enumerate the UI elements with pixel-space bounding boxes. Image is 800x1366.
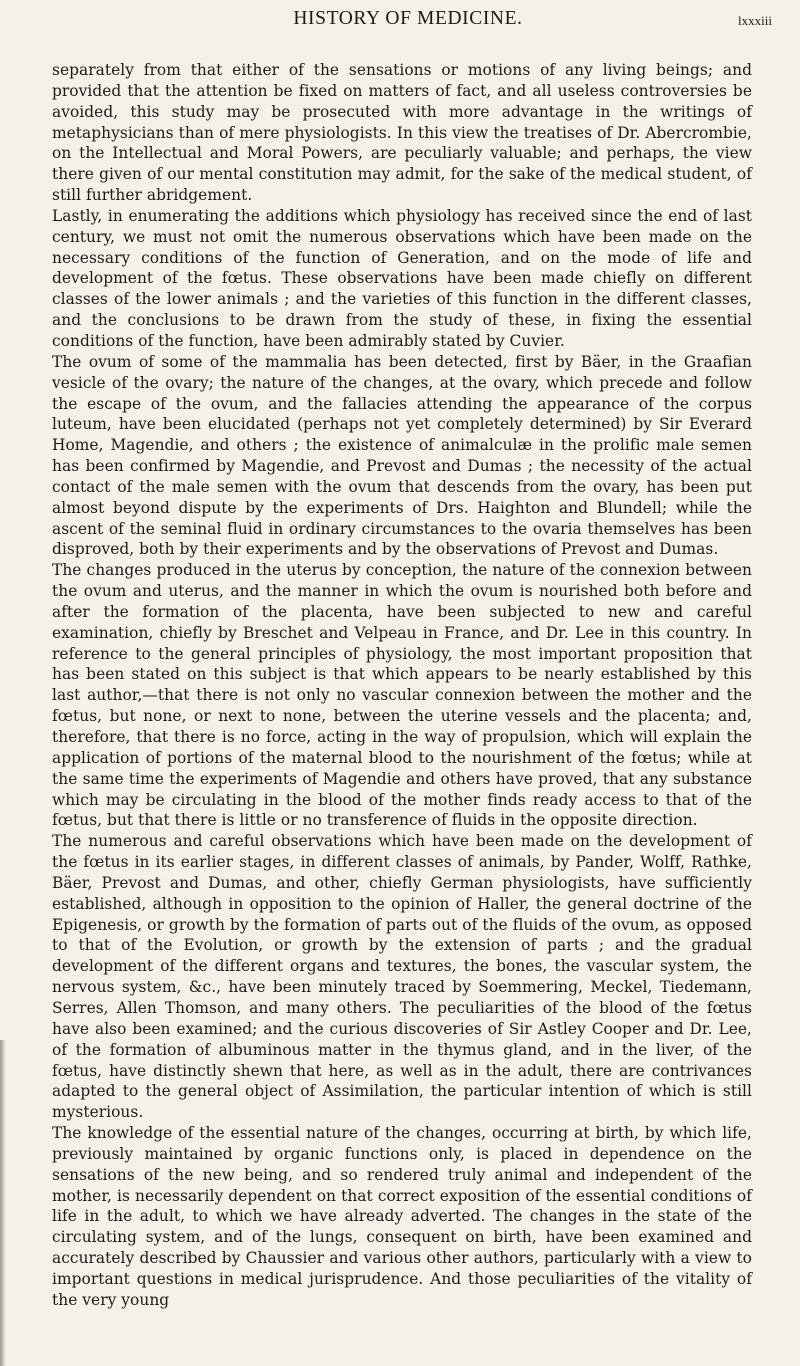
page-number: lxxxiii xyxy=(738,13,772,28)
paragraph: The changes produced in the uterus by conception, the nature of the connexion between the ovum and uterus, and the manner in which the ovum is nourished both before and after the formation of the placenta, have been subjected to new and careful examination, chiefly by Breschet and Velpeau in France, and Dr. Lee in this country. In reference to the general principles of physiology, the most important proposition that has been stated on this subject is that which appears to be nearly established by this last author,—that there is not only no vascular connexion between the mother and the fœtus, but none, or next to none, between the uterine vessels and the placenta; and, therefore, that there is no force, acting in the way of propulsion, which will explain the application of portions of the maternal blood to the nourishment of the fœtus; while at the same time the experiments of Magendie and others have proved, that any substance which may be circulating in the blood of the mother finds ready access to that of the fœtus, but that there is little or no transference of fluids in the opposite direction. xyxy=(52,561,752,830)
page-fold-shadow xyxy=(0,1040,6,1366)
paragraph: Lastly, in enumerating the additions which physiology has received since the end of last century, we must not omit the numerous observations which have been made on the necessary conditions of the function of Generation, and on the mode of life and development of the fœtus. These observations have been made chiefly on different classes of the lower animals ; and the varieties of this function in the different classes, and the conclusions to be drawn from the study of these, in fixing the essential conditions of the function, have been admirably stated by Cuvier. xyxy=(52,206,752,350)
body-text xyxy=(52,60,752,1311)
running-header xyxy=(52,8,772,48)
paragraph: The numerous and careful observations which have been made on the development of the fœtus in its earlier stages, in different classes of animals, by Pander, Wolff, Rathke, Bäer, Prevost and Dumas, and other, chiefly German physiologists, have sufficiently established, although in opposition to the opinion of Haller, the general doctrine of the Epigenesis, or growth by the formation of parts out of the fluids of the ovum, as opposed to that of the Evolution, or growth by the extension of parts ; and the gradual development of the different organs and textures, the bones, the vascular system, the nervous system, &c., have been minutely traced by Soemmering, Meckel, Tiedemann, Serres, Allen Thomson, and many others. The peculiarities of the blood of the fœtus have also been examined; and the curious discoveries of Sir Astley Cooper and Dr. Lee, of the formation of albuminous matter in the thymus gland, and in the liver, of the fœtus, have distinctly shewn that here, as well as in the adult, there are contrivances adapted to the general object of Assimilation, the particular intention of which is still mysterious. xyxy=(52,832,752,1122)
paragraph: separately from that either of the sensations or motions of any living beings; and provided that the attention be fixed on matters of fact, and all useless controversies be avoided, this study may be prosecuted with more advantage in the writings of metaphysicians than of mere physiologists. In this view the treatises of Dr. Abercrombie, on the Intellectual and Moral Powers, are peculiarly valuable; and perhaps, the view there given of our mental constitution may admit, for the sake of the medical student, of still further abridgement. xyxy=(52,61,752,205)
paragraph: The knowledge of the essential nature of the changes, occurring at birth, by which life, previously maintained by organic functions only, is placed in dependence on the sensations of the new being, and so rendered truly animal and independent of the mother, is necessarily dependent on that correct exposition of the essential conditions of life in the adult, to which we have already adverted. The changes in the state of the circulating system, and of the lungs, consequent on birth, have been examined and accurately described by Chaussier and various other authors, particularly with a view to important questions in medical jurisprudence. And those peculiarities of the vitality of the very young xyxy=(52,1124,752,1309)
paragraph: The ovum of some of the mammalia has been detected, first by Bäer, in the Graafian vesicle of the ovary; the nature of the changes, at the ovary, which precede and follow the escape of the ovum, and the fallacies attending the appearance of the corpus luteum, have been elucidated (perhaps not yet completely determined) by Sir Everard Home, Magendie, and others ; the existence of animalculæ in the prolific male semen has been confirmed by Magendie, and Prevost and Dumas ; the necessity of the actual contact of the male semen with the ovum that descends from the ovary, has been put almost beyond dispute by the experiments of Drs. Haighton and Blundell; while the ascent of the seminal fluid in ordinary circumstances to the ovaria themselves has been disproved, both by their experiments and by the observations of Prevost and Dumas. xyxy=(52,352,752,559)
running-title: HISTORY OF MEDICINE. xyxy=(293,8,523,29)
